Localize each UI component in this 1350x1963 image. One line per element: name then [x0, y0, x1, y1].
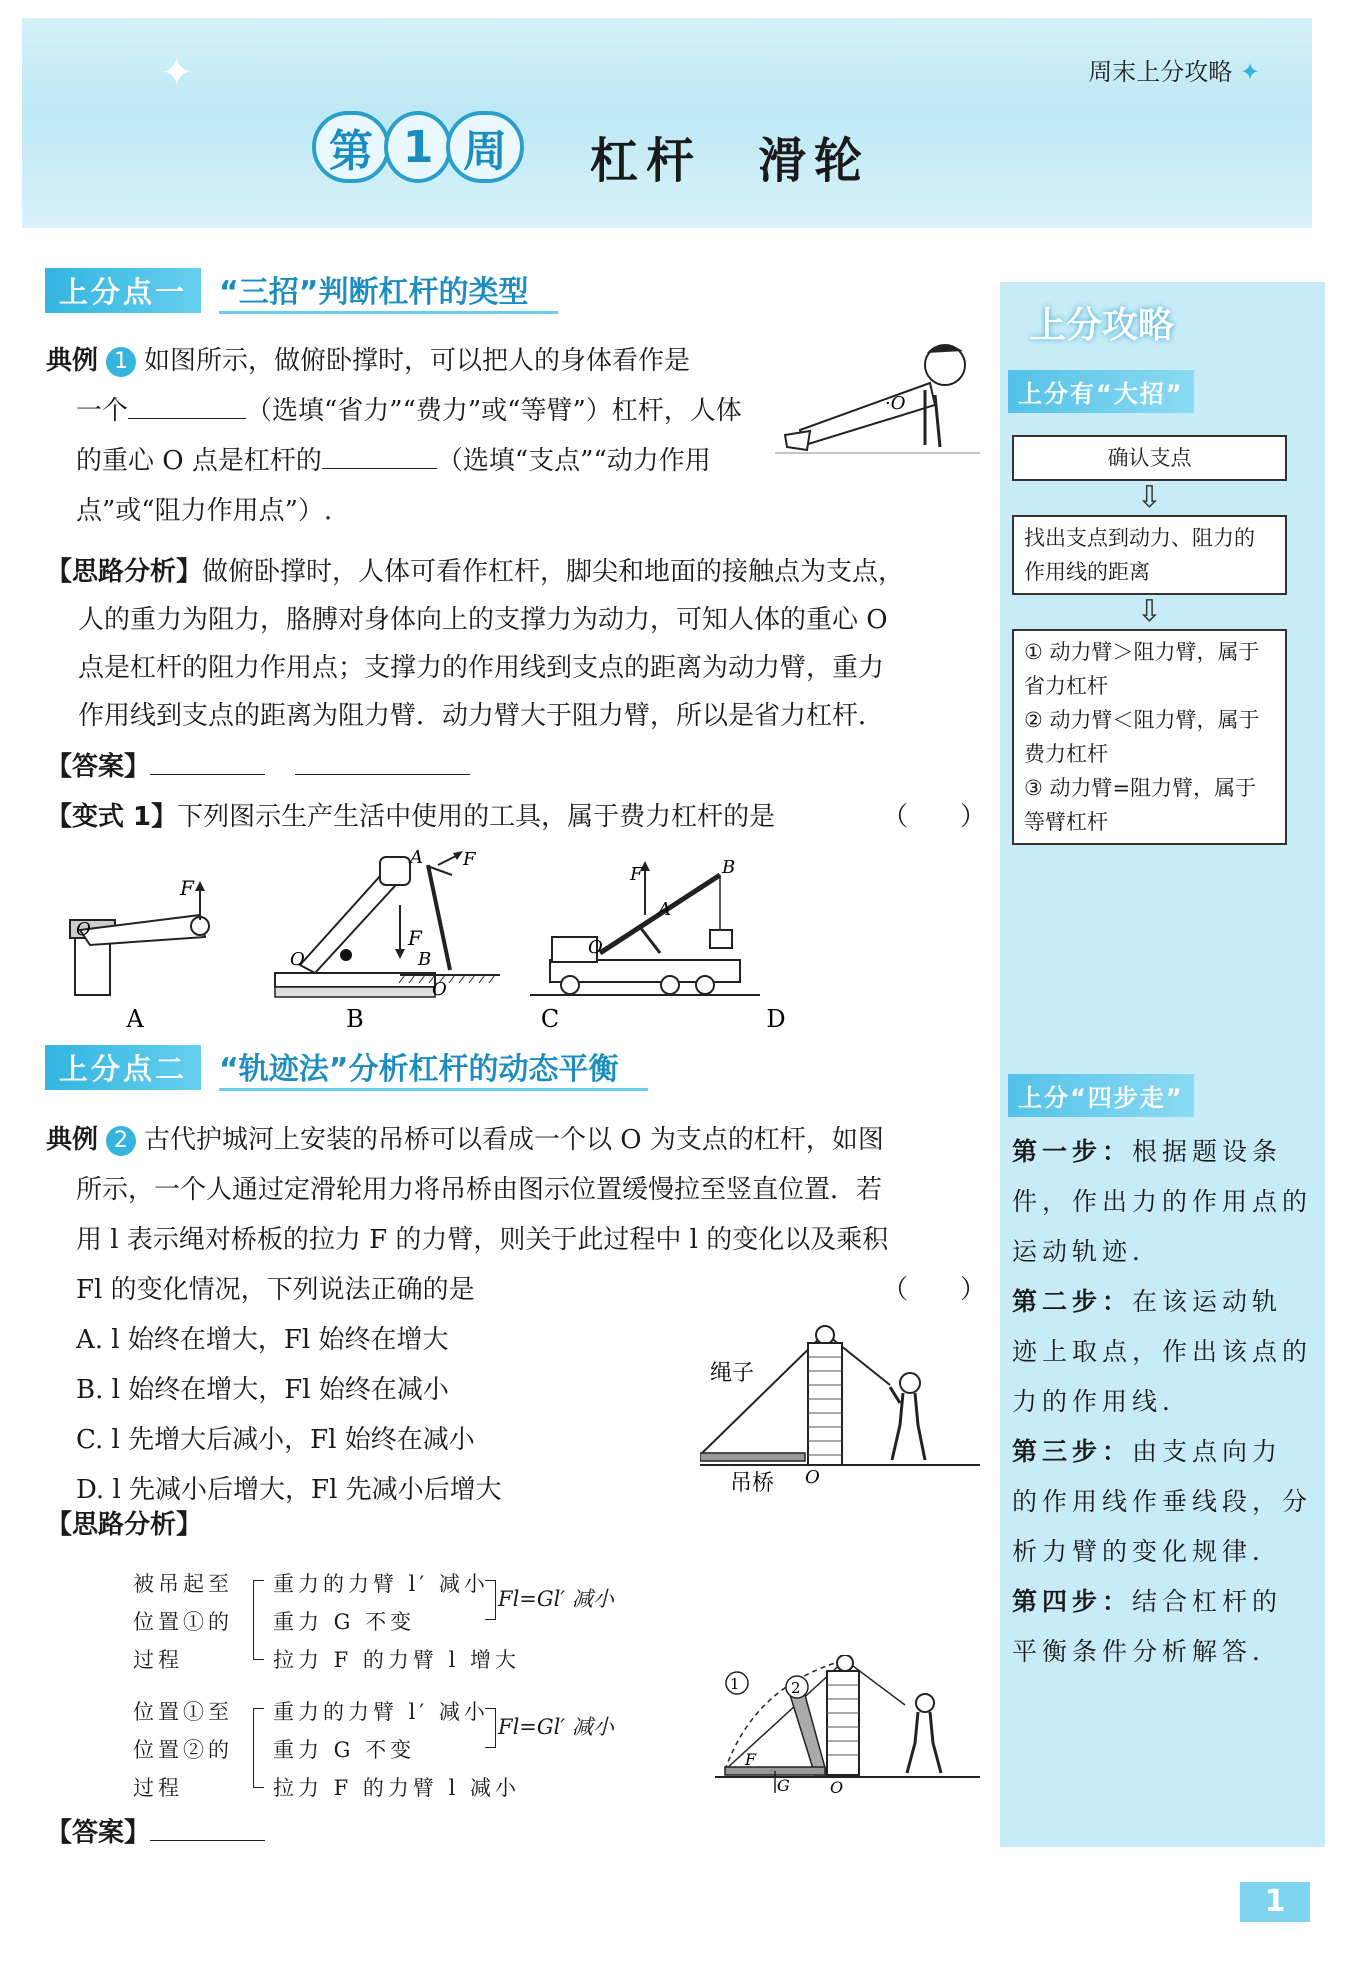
block2-left-line: 位置②的: [133, 1738, 233, 1762]
series-title: 周末上分攻略: [1088, 58, 1233, 86]
example1-question: [46, 336, 806, 536]
analysis-line1: 做俯卧撑时，人体可看作杠杆，脚尖和地面的接触点为支点，: [202, 557, 905, 587]
sidebar-tag-1: 上分有“大招”: [1008, 370, 1194, 413]
example1-line3a: 的重心 O 点是杠杆的: [76, 446, 322, 476]
svg-text:B: B: [418, 949, 432, 970]
block1-item: 重力的力臂 l′ 减小: [273, 1572, 489, 1596]
flowchart: [1012, 435, 1287, 845]
pushup-figure: [775, 335, 985, 475]
step-label: 第三步：: [1012, 1437, 1133, 1466]
analysis2-label-row: [46, 1500, 202, 1550]
step-text: 根据题设条件，作出力的作用点的运动轨迹．: [1012, 1137, 1313, 1266]
answer2-row: [46, 1808, 265, 1858]
strategy-badge: 上分攻略: [1030, 305, 1175, 346]
flow-step-box: 找出支点到动力、阻力的作用线的距离: [1012, 515, 1287, 595]
analysis-line2: 人的重力为阻力，胳膊对身体向上的支撑力为动力，可知人体的重心 O: [78, 605, 888, 635]
block1-item: 拉力 F 的力臂 l 增大: [273, 1648, 520, 1672]
flow-result-box: [1012, 629, 1287, 845]
tools-figure: [60, 845, 980, 1040]
lever-positions-figure: [715, 1655, 985, 1795]
block2-left-line: 位置①至: [133, 1700, 233, 1724]
block1-left-line: 位置①的: [133, 1610, 233, 1634]
tool-option-label: B: [346, 1005, 364, 1033]
variant1-question: [46, 792, 986, 842]
svg-text:·O: ·O: [885, 393, 906, 414]
example1-line3b: （选填“支点”“动力作用: [436, 446, 711, 476]
example2-line4: Fl 的变化情况，下列说法正确的是: [76, 1275, 475, 1305]
svg-text:F: F: [630, 864, 643, 885]
sidebar-tag-2: 上分“四步走”: [1008, 1074, 1194, 1117]
svg-text:F: F: [408, 926, 422, 950]
svg-text:O: O: [588, 937, 603, 958]
strategy-sidebar: [1000, 282, 1325, 1847]
tool-option-label: C: [540, 1005, 560, 1033]
sparkle-icon: ✦: [160, 50, 194, 96]
choice-parentheses: （ ）: [881, 802, 986, 832]
section2-title: “轨迹法”分析杠杆的动态平衡: [219, 1044, 648, 1091]
block1-item: 重力 G 不变: [273, 1610, 416, 1634]
block2-left-line: 过程: [133, 1776, 183, 1800]
choice-c[interactable]: C. l 先增大后减小，Fl 始终在减小: [76, 1425, 475, 1455]
section1-header: [45, 268, 558, 312]
page-number: 1: [1240, 1882, 1310, 1922]
svg-text:2: 2: [791, 1679, 801, 1697]
series-header: [1088, 52, 1260, 87]
svg-text:A: A: [658, 899, 671, 920]
choice-b[interactable]: B. l 始终在增大，Fl 始终在减小: [76, 1375, 449, 1405]
svg-text:F: F: [463, 849, 476, 870]
analysis-block-1: [133, 1565, 673, 1685]
svg-text:O: O: [290, 949, 305, 970]
sparkle-icon: ✦: [1239, 58, 1260, 86]
page-title: 杠杆 滑轮: [590, 133, 871, 189]
svg-text:O: O: [76, 919, 91, 940]
svg-text:G: G: [777, 1776, 790, 1795]
tool-d-figure: [530, 857, 760, 995]
week-suffix: 周: [446, 111, 524, 183]
example2-line3: 用 l 表示绳对桥板的拉力 F 的力臂，则关于此过程中 l 的变化以及乘积: [76, 1225, 889, 1255]
bridge-label: 吊桥: [730, 1471, 775, 1495]
svg-text:O: O: [830, 1778, 844, 1795]
variant-label: 【变式 1】: [46, 802, 178, 832]
tool-c-figure: [399, 845, 500, 1000]
step-label: 第一步：: [1012, 1137, 1133, 1166]
example1-line2b: （选填“省力”“费力”或“等臂”）杠杆，人体: [246, 396, 742, 426]
block2-item: 拉力 F 的力臂 l 减小: [273, 1776, 520, 1800]
block2-item: 重力的力臂 l′ 减小: [273, 1700, 489, 1724]
svg-text:F: F: [180, 876, 194, 900]
week-badge: [312, 108, 518, 186]
svg-text:1: 1: [730, 1675, 740, 1693]
example1-line2a: 一个: [76, 396, 129, 426]
example1-line4: 点”或“阻力作用点”）.: [76, 496, 333, 526]
answer1-row: [46, 742, 470, 792]
tool-option-label: D: [766, 1005, 786, 1033]
analysis-label: 【思路分析】: [46, 1510, 203, 1540]
four-steps: [1012, 1127, 1312, 1677]
week-prefix: 第: [312, 111, 390, 183]
example2-number: 2: [106, 1126, 136, 1156]
example2-label: 典例: [46, 1125, 99, 1155]
flow-result-item: ③ 动力臂=阻力臂，属于等臂杠杆: [1024, 776, 1257, 834]
step-label: 第二步：: [1012, 1287, 1133, 1316]
example1-line1: 如图所示，做俯卧撑时，可以把人的身体看作是: [144, 346, 691, 376]
example1-number: 1: [106, 347, 136, 377]
svg-text:B: B: [722, 857, 736, 878]
answer-blank[interactable]: [150, 1812, 265, 1841]
section2-header: [45, 1045, 648, 1089]
section2-tag: 上分点二: [45, 1045, 201, 1090]
flow-result-item: ① 动力臂＞阻力臂，属于省力杠杆: [1024, 640, 1260, 698]
tool-a-figure: [70, 876, 209, 995]
analysis-block-2: [133, 1693, 673, 1813]
rope-label: 绳子: [710, 1361, 755, 1386]
step-label: 第四步：: [1012, 1587, 1133, 1616]
answer-blank[interactable]: [295, 746, 470, 775]
tool-option-label: A: [126, 1005, 144, 1033]
week-number: 1: [384, 111, 452, 183]
step-text: 结合杠杆的平衡条件分析解答．: [1012, 1587, 1283, 1666]
drawbridge-figure: [700, 1325, 985, 1495]
svg-text:O: O: [805, 1467, 820, 1488]
block2-item: 重力 G 不变: [273, 1738, 416, 1762]
down-arrow-icon: ⇩: [1136, 480, 1163, 515]
step-text: 在该运动轨迹上取点，作出该点的力的作用线．: [1012, 1287, 1313, 1416]
section1-title: “三招”判断杠杆的类型: [219, 267, 558, 314]
analysis-label: 【思路分析】: [46, 557, 203, 587]
svg-text:O: O: [432, 979, 447, 1000]
down-arrow-icon: ⇩: [1136, 594, 1163, 629]
block1-left-line: 过程: [133, 1648, 183, 1672]
variant-text: 下列图示生产生活中使用的工具，属于费力杠杆的是: [177, 802, 776, 832]
choice-parentheses: （ ）: [881, 1275, 986, 1305]
svg-text:A: A: [410, 847, 423, 868]
example1-analysis: [46, 548, 988, 740]
example1-label: 典例: [46, 346, 99, 376]
answer-blank[interactable]: [150, 746, 265, 775]
flow-step-box: 确认支点: [1012, 435, 1287, 481]
answer-label: 【答案】: [46, 752, 151, 782]
step-text: 由支点向力的作用线作垂线段，分析力臂的变化规律．: [1012, 1437, 1313, 1566]
answer-blank[interactable]: [128, 390, 246, 419]
analysis-line3: 点是杠杆的阻力作用点；支撑力的作用线到支点的距离为动力臂，重力: [78, 653, 885, 683]
block1-result: Fl=Gl′ 减小: [498, 1587, 614, 1611]
svg-text:F: F: [745, 1750, 757, 1769]
flow-result-item: ② 动力臂＜阻力臂，属于费力杠杆: [1024, 708, 1260, 766]
choice-d[interactable]: D. l 先减小后增大，Fl 先减小后增大: [76, 1475, 502, 1505]
example2-line2: 所示，一个人通过定滑轮用力将吊桥由图示位置缓慢拉至竖直位置．若: [76, 1175, 883, 1205]
example2-line1: 古代护城河上安装的吊桥可以看成一个以 O 为支点的杠杆，如图: [144, 1125, 884, 1155]
answer-label: 【答案】: [46, 1818, 151, 1848]
block1-left-line: 被吊起至: [133, 1572, 233, 1596]
block2-result: Fl=Gl′ 减小: [498, 1715, 614, 1739]
section1-tag: 上分点一: [45, 268, 201, 313]
analysis-line4: 作用线到支点的距离为阻力臂．动力臂大于阻力臂，所以是省力杠杆．: [78, 701, 885, 731]
answer-blank[interactable]: [322, 440, 437, 469]
choice-a[interactable]: A. l 始终在增大，Fl 始终在增大: [76, 1325, 449, 1355]
